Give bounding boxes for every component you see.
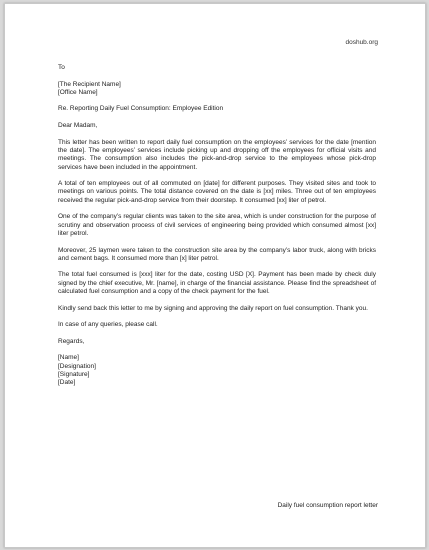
salutation: Dear Madam, xyxy=(58,122,98,130)
paragraph-request: Kindly send back this letter to me by signing and approving the daily report on fuel consumption. Thank you. xyxy=(58,304,368,312)
paragraph-queries: In case of any queries, please call. xyxy=(58,321,158,329)
paragraph-intro: This letter has been written to report daily fuel consumption on the employees’ services for the date [mention the date]. The employees’ services include picking up and dropping off the employees for official visits and meetings. The consumption also includes the pick-and-drop service to the employees whose pick-drop services have been included in the appointment. xyxy=(58,138,376,171)
signature-signature: [Signature] xyxy=(58,370,90,378)
document-footer: Daily fuel consumption report letter xyxy=(277,502,378,509)
signature-designation: [Designation] xyxy=(58,362,96,370)
office-name: [Office Name] xyxy=(58,88,98,96)
recipient-name: [The Recipient Name] xyxy=(58,80,121,88)
document-page xyxy=(4,3,426,548)
paragraph-employees: A total of ten employees out of all commuted on [date] for different purposes. They visited sites and took to meetings on various points. The total distance covered on the date is [xx] miles. Three out of ten employees received the regular pick-and-drop service from their doorstep. It consumed [xx] liter of petrol. xyxy=(58,180,376,204)
signature-date: [Date] xyxy=(58,379,76,387)
signature-block xyxy=(58,354,376,387)
closing: Regards, xyxy=(58,337,85,345)
letter-body xyxy=(58,64,376,396)
signature-name: [Name] xyxy=(58,354,79,362)
subject-line: Re. Reporting Daily Fuel Consumption: Employee Edition xyxy=(58,105,224,113)
recipient-block xyxy=(58,81,376,98)
recipient-to: To xyxy=(58,64,65,71)
site-watermark: doshub.org xyxy=(345,39,378,46)
paragraph-laymen: Moreover, 25 laymen were taken to the construction site area by the company’s labor truck, along with bricks and cement bags. It consumed more than [x] liter petrol. xyxy=(58,246,376,262)
paragraph-client: One of the company’s regular clients was taken to the site area, which is under construction for the purpose of scrutiny and observation process of civil services of engineering being provided which consumed almost [xx] liter petrol. xyxy=(58,213,376,237)
paragraph-total: The total fuel consumed is [xxx] liter for the date, costing USD [X]. Payment has been made by check duly signed by the chief executive, Mr. [name], in charge of the financial assistance. Please find the spreadsheet of calculated fuel consumption and a copy of the check payment for the fuel. xyxy=(58,271,376,296)
